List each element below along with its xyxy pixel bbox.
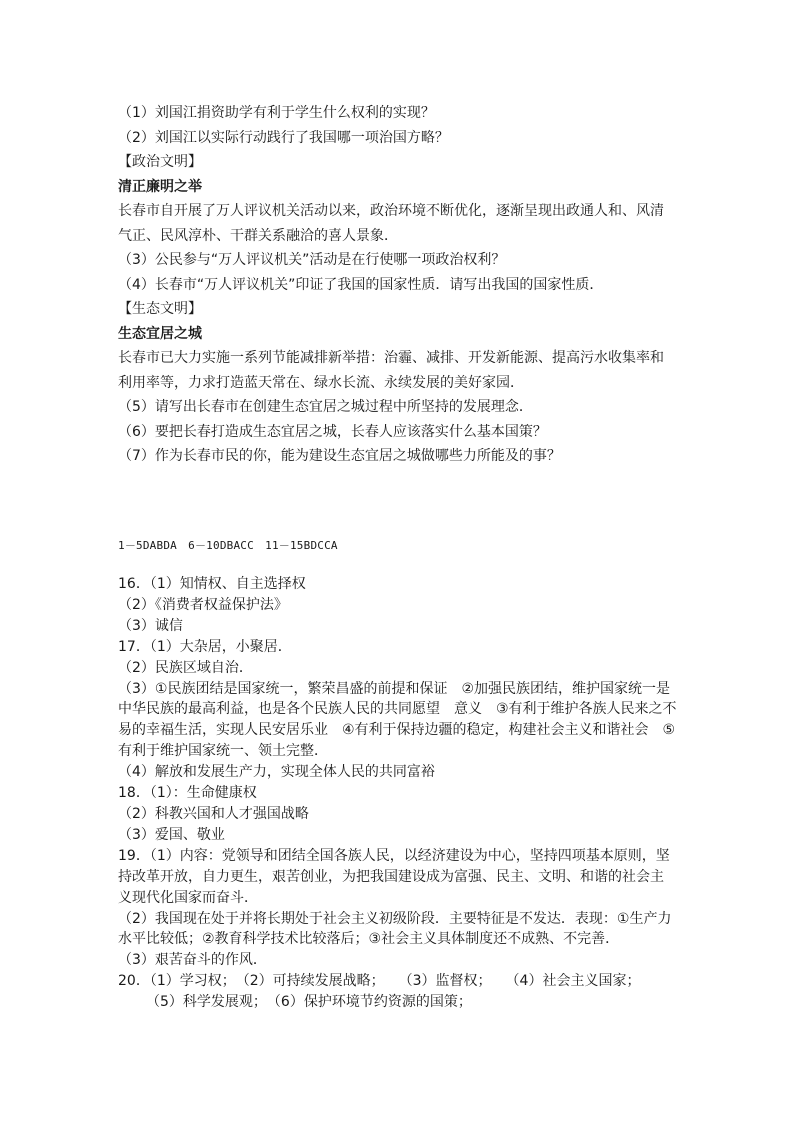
answer-line: （3）艰苦奋斗的作风． <box>118 952 267 969</box>
question-line: （7）作为长春市民的你，能为建设生态宜居之城做哪些力所能及的事？ <box>118 448 561 464</box>
answer-line: （5）科学发展观； （6）保护环境节约资源的国策； <box>146 994 472 1011</box>
question-line: （2）刘国江以实际行动践行了我国哪一项治国方略？ <box>118 129 449 146</box>
paragraph-line: 长春市自开展了万人评议机关活动以来，政治环境不断优化，逐渐呈现出政通人和、风清 <box>118 203 664 219</box>
answer-line: 18．（1）：生命健康权 <box>118 785 257 802</box>
answer-line: 义现代化国家而奋斗． <box>118 889 258 906</box>
paragraph-line: 长春市已大力实施一系列节能减排新举措：治霾、减排、开发新能源、提高污水收集率和 <box>118 350 664 366</box>
choice-answers: 1－5DABDA 6－10DBACC 11－15BDCCA <box>118 539 338 552</box>
answer-line: 水平比较低；②教育科学技术比较落后；③社会主义具体制度还不成熟、不完善． <box>118 931 620 948</box>
answer-line: 易的幸福生活，实现人民安居乐业 ④有利于保持边疆的稳定，构建社会主义和谐社会 ⑤ <box>118 722 676 739</box>
question-line: （3）公民参与“万人评议机关”活动是在行使哪一项政治权利？ <box>118 252 506 268</box>
question-line: （1）刘国江捐资助学有利于学生什么权利的实现？ <box>118 105 435 121</box>
section-subtitle: 清正廉明之举 <box>118 178 202 195</box>
section-heading: 【政治文明】 <box>118 154 202 170</box>
question-line: （6）要把长春打造成生态宜居之城，长春人应该落实什么基本国策？ <box>118 423 547 440</box>
answer-line: 中华民族的最高利益，也是各个民族人民的共同愿望 意义 ③有利于维护各族人民来之不 <box>118 701 677 718</box>
answer-line: （2）民族区域自治． <box>118 659 253 676</box>
answer-line: （3）①民族团结是国家统一，繁荣昌盛的前提和保证 ②加强民族团结，维护国家统一是 <box>118 680 671 697</box>
answer-section <box>118 574 678 1013</box>
question-line: （4）长春市“万人评议机关”印证了我国的国家性质．请写出我国的国家性质． <box>118 276 604 293</box>
paragraph-line: 气正、民风淳朴、干群关系融洽的喜人景象． <box>118 227 398 244</box>
answer-line: 17．（1）大杂居，小聚居． <box>118 638 292 655</box>
paragraph-line: 利用率等，力求打造蓝天常在、绿水长流、永续发展的美好家园． <box>118 374 524 391</box>
question-line: （5）请写出长春市在创建生态宜居之城过程中所坚持的发展理念． <box>118 399 533 415</box>
section-subtitle: 生态宜居之城 <box>118 325 202 342</box>
question-section <box>118 101 678 469</box>
answer-line: （2）我国现在处于并将长期处于社会主义初级阶段．主要特征是不发达．表现：①生产力 <box>118 910 672 927</box>
answer-line: 19．（1）内容：党领导和团结全国各族人民，以经济建设为中心，坚持四项基本原则，坚 <box>118 847 670 864</box>
section-heading: 【生态文明】 <box>118 301 202 317</box>
answer-line: （2）科教兴国和人才强国战略 <box>118 805 309 822</box>
answer-line: 20．（1）学习权； （2）可持续发展战略； （3）监督权； （4）社会主义国家； <box>118 973 641 990</box>
answer-line: 16．（1）知情权、自主选择权 <box>118 576 306 592</box>
answer-line: （3）爱国、敬业 <box>118 826 225 843</box>
answer-line: 有利于维护国家统一、领土完整． <box>118 743 328 760</box>
answer-line: （4）解放和发展生产力，实现全体人民的共同富裕 <box>118 764 435 781</box>
answer-line: （3）诚信 <box>118 617 183 634</box>
answer-line: 持改革开放，自力更生，艰苦创业，为把我国建设成为富强、民主、文明、和谐的社会主 <box>118 868 664 885</box>
answer-line: （2）《消费者权益保护法》 <box>118 596 288 613</box>
